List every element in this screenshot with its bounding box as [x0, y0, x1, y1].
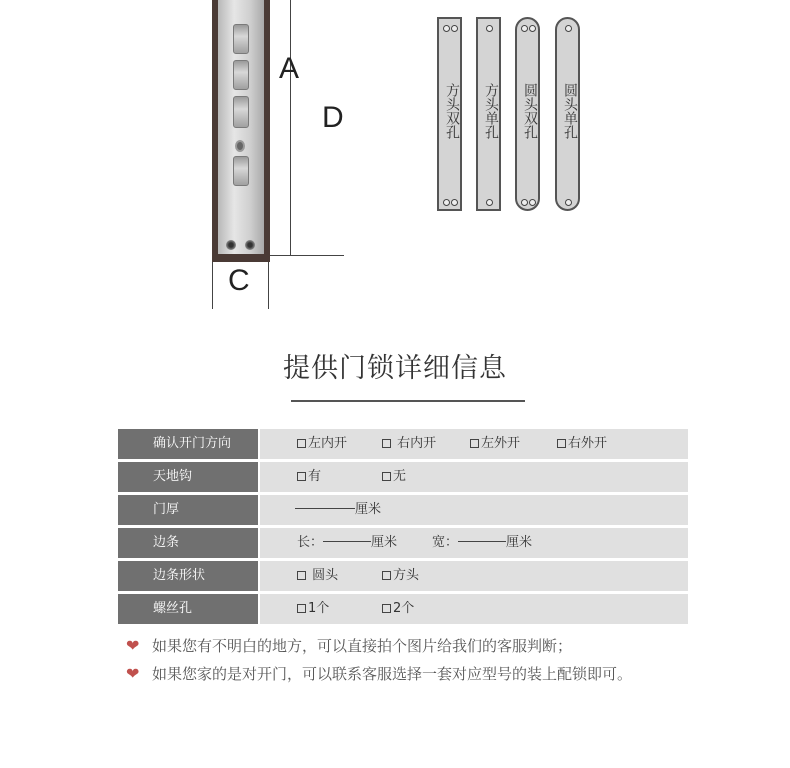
screw-hole-icon [529, 25, 536, 32]
latch-slot [233, 96, 249, 128]
row-label: 螺丝孔 [118, 594, 258, 624]
row-options [260, 528, 688, 558]
option-no[interactable]: 无 [382, 462, 406, 492]
dimension-line [268, 262, 269, 309]
dimension-label-d: D [322, 101, 344, 134]
strike-plate-label: 方头双孔 [444, 83, 460, 139]
option-right-outward[interactable]: 右外开 [557, 429, 607, 459]
row-label: 天地钩 [118, 462, 258, 492]
option-left-outward[interactable]: 左外开 [470, 429, 520, 459]
checkbox-icon[interactable] [382, 571, 391, 580]
screw-hole-icon [521, 25, 528, 32]
strike-plate-label: 圆头双孔 [522, 83, 538, 139]
row-label: 边条形状 [118, 561, 258, 591]
strike-plate-label: 圆头单孔 [562, 83, 578, 139]
option-yes[interactable]: 有 [297, 462, 321, 492]
note-1: ❤ 如果您有不明白的地方，可以直接拍个图片给我们的客服判断； [126, 636, 573, 655]
row-options [260, 594, 688, 624]
dimension-line [212, 262, 213, 309]
screw-icon [245, 240, 255, 250]
screw-hole-icon [451, 25, 458, 32]
option-left-inward[interactable]: 左内开 [297, 429, 347, 459]
option-one-hole[interactable]: 1个 [297, 594, 329, 624]
row-label: 边条 [118, 528, 258, 558]
row-options [260, 495, 688, 525]
screw-icon [226, 240, 236, 250]
table-row-door-direction [118, 429, 688, 459]
section-title: 提供门锁详细信息 [283, 353, 507, 384]
checkbox-icon[interactable] [382, 604, 391, 613]
row-options [260, 429, 688, 459]
dimension-line [270, 255, 344, 256]
screw-hole-icon [521, 199, 528, 206]
checkbox-icon[interactable] [382, 439, 391, 448]
keyhole-icon [235, 140, 245, 152]
note-2: ❤ 如果您家的是对开门，可以联系客服选择一套对应型号的装上配锁即可。 [126, 664, 633, 683]
row-label: 门厚 [118, 495, 258, 525]
strike-plate-square-single [476, 17, 501, 211]
blank-line[interactable] [295, 508, 355, 509]
checkbox-icon[interactable] [297, 604, 306, 613]
checkbox-icon[interactable] [297, 472, 306, 481]
table-row-tiandi-hook [118, 462, 688, 492]
strike-plate-label: 方头单孔 [483, 83, 499, 139]
table-row-edge-strip [118, 528, 688, 558]
strike-plate-round-single [555, 17, 580, 211]
strike-plate-round-double [515, 17, 540, 211]
row-options [260, 462, 688, 492]
table-row-screw-holes [118, 594, 688, 624]
blank-line[interactable] [323, 541, 371, 542]
heart-icon: ❤ [126, 664, 140, 683]
checkbox-icon[interactable] [297, 571, 306, 580]
screw-hole-icon [565, 25, 572, 32]
lock-info-table [118, 429, 688, 627]
screw-hole-icon [486, 25, 493, 32]
blank-line[interactable] [458, 541, 506, 542]
row-label: 确认开门方向 [118, 429, 258, 459]
thickness-input[interactable]: 厘米 [295, 495, 381, 525]
checkbox-icon[interactable] [382, 472, 391, 481]
table-row-edge-shape [118, 561, 688, 591]
strike-plate-square-double [437, 17, 462, 211]
dimension-line [290, 0, 291, 256]
screw-hole-icon [451, 199, 458, 206]
screw-hole-icon [443, 25, 450, 32]
option-right-inward[interactable]: 右内开 [382, 429, 436, 459]
latch-slot [233, 60, 249, 90]
heart-icon: ❤ [126, 636, 140, 655]
dimension-label-c: C [228, 264, 250, 297]
checkbox-icon[interactable] [297, 439, 306, 448]
screw-hole-icon [486, 199, 493, 206]
table-row-door-thickness [118, 495, 688, 525]
row-options [260, 561, 688, 591]
screw-hole-icon [529, 199, 536, 206]
option-square-head[interactable]: 方头 [382, 561, 419, 591]
length-input[interactable]: 长： 厘米 [297, 535, 398, 550]
option-two-holes[interactable]: 2个 [382, 594, 414, 624]
title-underline [291, 400, 525, 402]
dimension-label-a: A [279, 52, 300, 85]
checkbox-icon[interactable] [470, 439, 479, 448]
screw-hole-icon [565, 199, 572, 206]
option-round-head[interactable]: 圆头 [297, 561, 338, 591]
width-input[interactable]: 宽： 厘米 [432, 535, 533, 550]
checkbox-icon[interactable] [557, 439, 566, 448]
latch-slot [233, 156, 249, 186]
latch-slot [233, 24, 249, 54]
screw-hole-icon [443, 199, 450, 206]
